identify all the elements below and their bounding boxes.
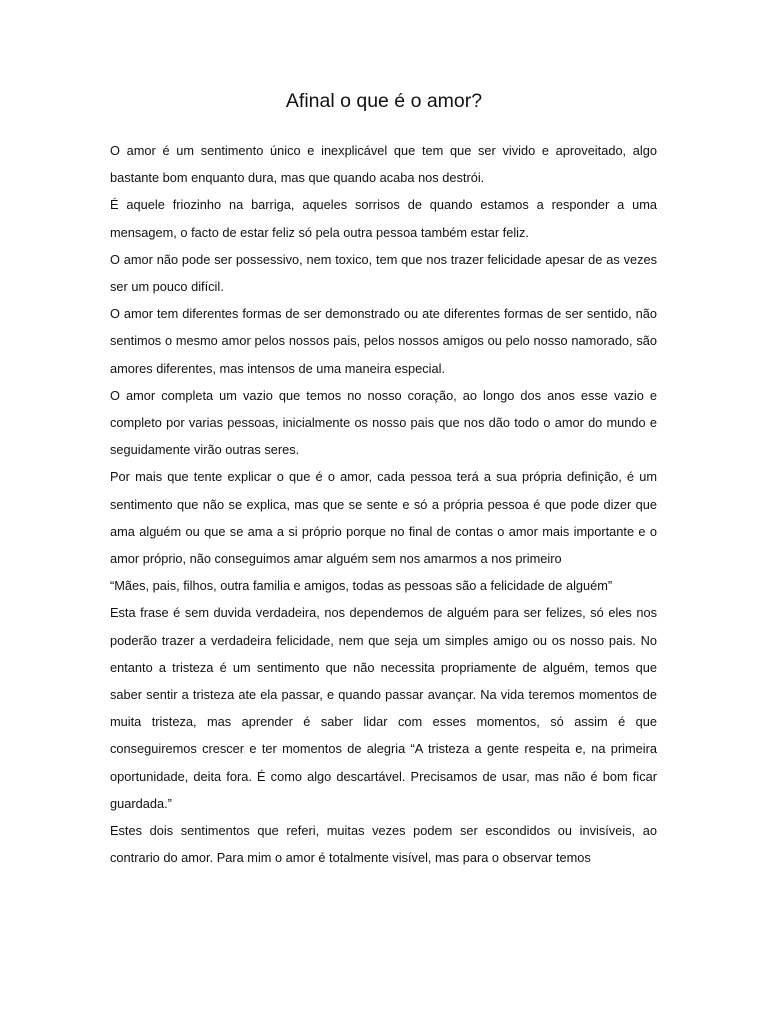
- paragraph-9: Estes dois sentimentos que referi, muitas vezes podem ser escondidos ou invisíveis, ao contrario do amor. Para mim o amor é totalmente visível, mas para o observar temos: [110, 823, 657, 866]
- paragraph-3: O amor não pode ser possessivo, nem toxico, tem que nos trazer felicidade apesar de as vezes ser um pouco difícil.: [110, 251, 657, 295]
- paragraph-4: O amor tem diferentes formas de ser demonstrado ou ate diferentes formas de ser sentido, não sentimos o mesmo amor pelos nossos pais, pelos nossos amigos ou pelo nosso namorado, são amores diferentes, mas intensos de uma maneira especial.: [110, 306, 657, 376]
- document-body: [110, 137, 657, 871]
- paragraph-8: Esta frase é sem duvida verdadeira, nos dependemos de alguém para ser felizes, só eles nos poderão trazer a verdadeira felicidade, nem que seja um simples amigo ou os nosso pais. No entanto a tristeza é um sentimento que não necessita propriamente de alguém, temos que saber sentir a tristeza ate ela passar, e quando passar avançar. Na vida teremos momentos de muita tristeza, mas aprender é saber lidar com esses momentos, só assim é que conseguiremos crescer e ter momentos de alegria “A tristeza a gente respeita e, na primeira oportunidade, deita fora. É como algo descartável. Precisamos de usar, mas não é bom ficar guardada.”: [110, 605, 657, 811]
- quote-paragraph: “Mães, pais, filhos, outra familia e amigos, todas as pessoas são a felicidade de alguém”: [110, 578, 613, 594]
- paragraph-5: O amor completa um vazio que temos no nosso coração, ao longo dos anos esse vazio e completo por varias pessoas, inicialmente os nosso pais que nos dão todo o amor do mundo e seguidamente virão outras seres.: [110, 387, 657, 458]
- paragraph-2: É aquele friozinho na barriga, aqueles sorrisos de quando estamos a responder a uma mensagem, o facto de estar feliz só pela outra pessoa também estar feliz.: [110, 197, 657, 240]
- paragraph-6: Por mais que tente explicar o que é o amor, cada pessoa terá a sua própria definição, é um sentimento que não se explica, mas que se sente e só a própria pessoa é que pode dizer que ama alguém ou que se ama a si próprio porque no final de contas o amor mais importante e o amor próprio, não conseguimos amar alguém sem nos amarmos a nos primeiro: [110, 469, 657, 567]
- document-title: Afinal o que é o amor?: [285, 90, 483, 112]
- paragraph-1: O amor é um sentimento único e inexplicável que tem que ser vivido e aproveitado, algo bastante bom enquanto dura, mas que quando acaba nos destrói.: [110, 143, 657, 186]
